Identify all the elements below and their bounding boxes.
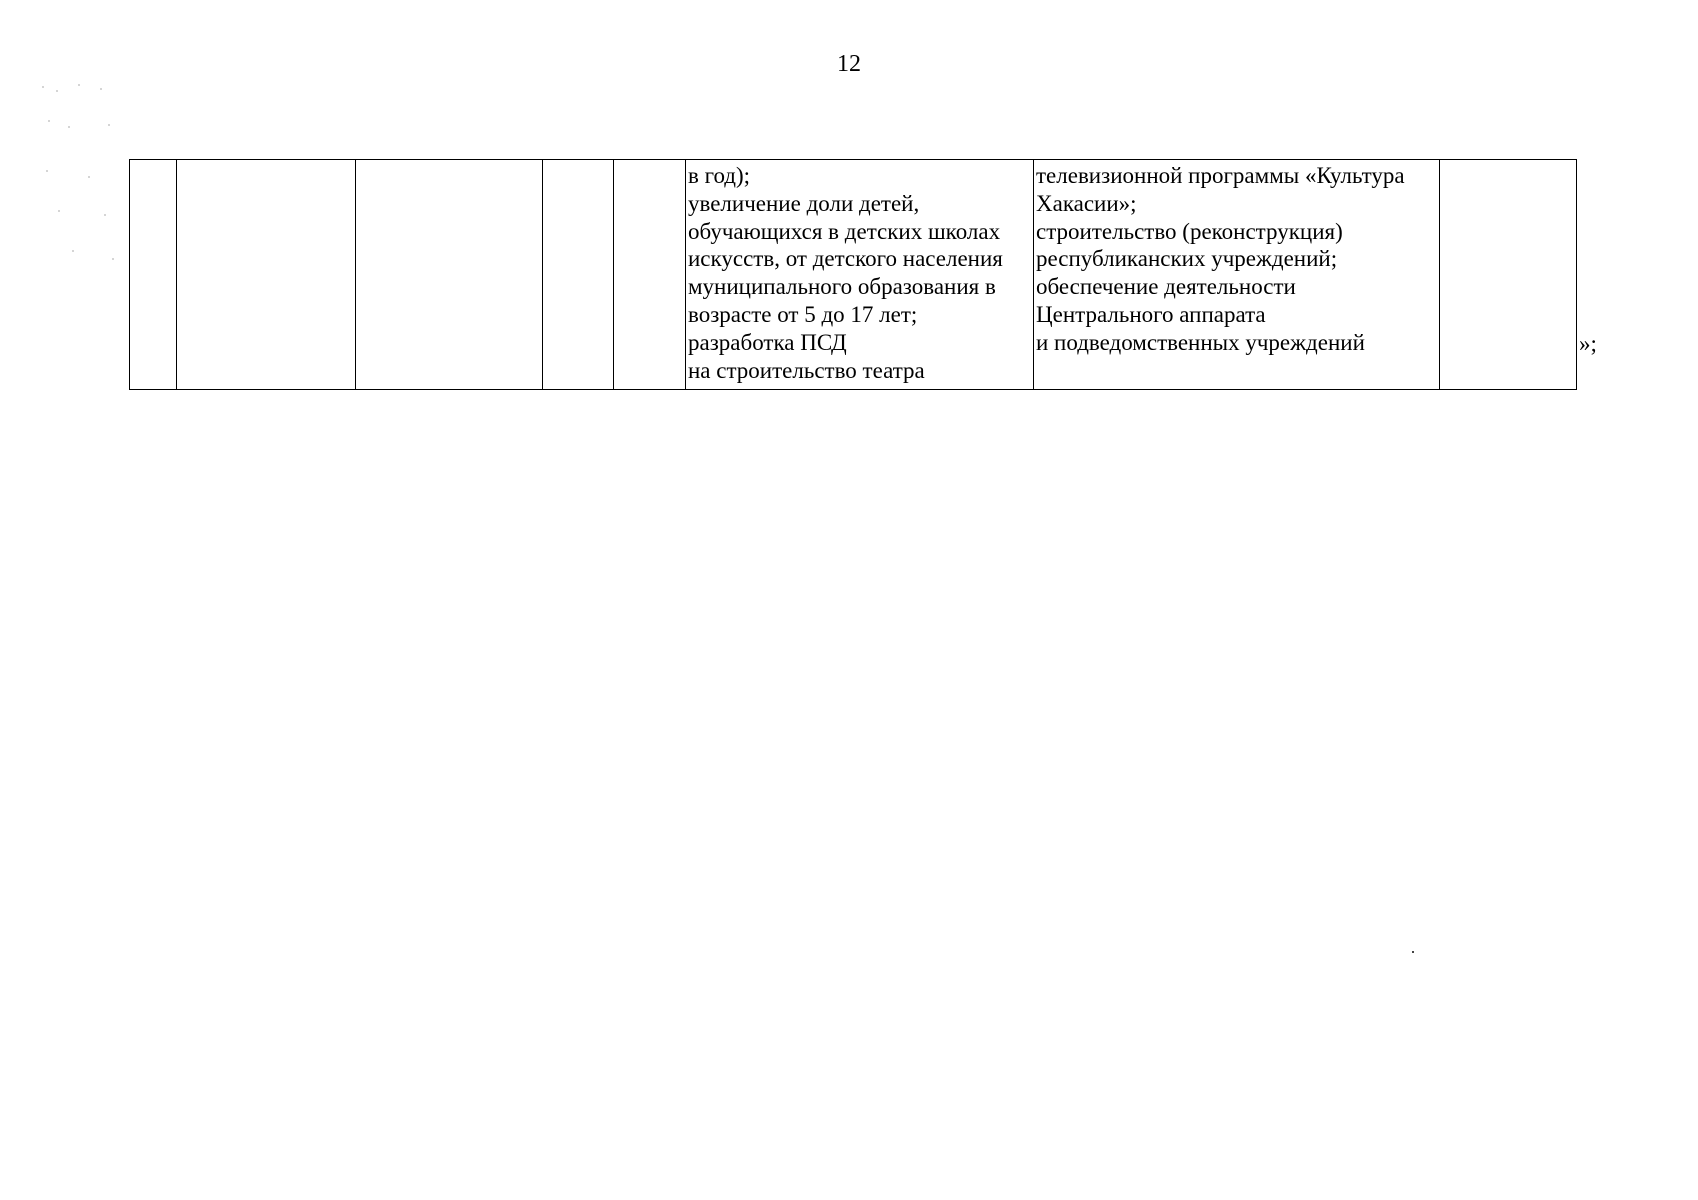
cell-period-end: [614, 160, 686, 390]
cell-number: [130, 160, 177, 390]
activity-line: и подведомственных учреждений: [1036, 329, 1365, 355]
indicator-line: на строительство театра: [688, 357, 925, 383]
activity-line: телевизионной программы «Культура: [1036, 163, 1405, 188]
cell-executor: [356, 160, 543, 390]
indicator-line: в год);: [688, 163, 751, 188]
indicator-line: увеличение доли детей,: [688, 190, 920, 216]
activity-line: республиканских учреждений;: [1036, 246, 1338, 272]
scan-dot: [1412, 951, 1414, 953]
cell-activities: [1034, 160, 1440, 390]
cell-program-name: [177, 160, 356, 390]
activity-line: Хакасии»;: [1036, 190, 1137, 216]
scan-specks: [38, 80, 128, 290]
cell-indicators: [686, 160, 1034, 390]
indicator-line: муниципального образования в: [688, 274, 996, 300]
indicator-line: разработка ПСД: [688, 329, 847, 355]
page-number: 12: [837, 51, 861, 77]
activity-line: Центрального аппарата: [1036, 301, 1266, 327]
closing-quote-mark: »;: [1579, 331, 1597, 356]
indicator-line: возрасте от 5 до 17 лет;: [688, 301, 918, 327]
table-row: [130, 160, 1577, 390]
indicator-line: обучающихся в детских школах: [688, 218, 1001, 244]
cell-period-start: [543, 160, 614, 390]
program-table: [129, 159, 1577, 390]
activity-line: строительство (реконструкция): [1036, 218, 1343, 244]
cell-notes: [1440, 160, 1577, 390]
activity-line: обеспечение деятельности: [1036, 274, 1296, 300]
indicator-line: искусств, от детского населения: [688, 246, 1003, 272]
